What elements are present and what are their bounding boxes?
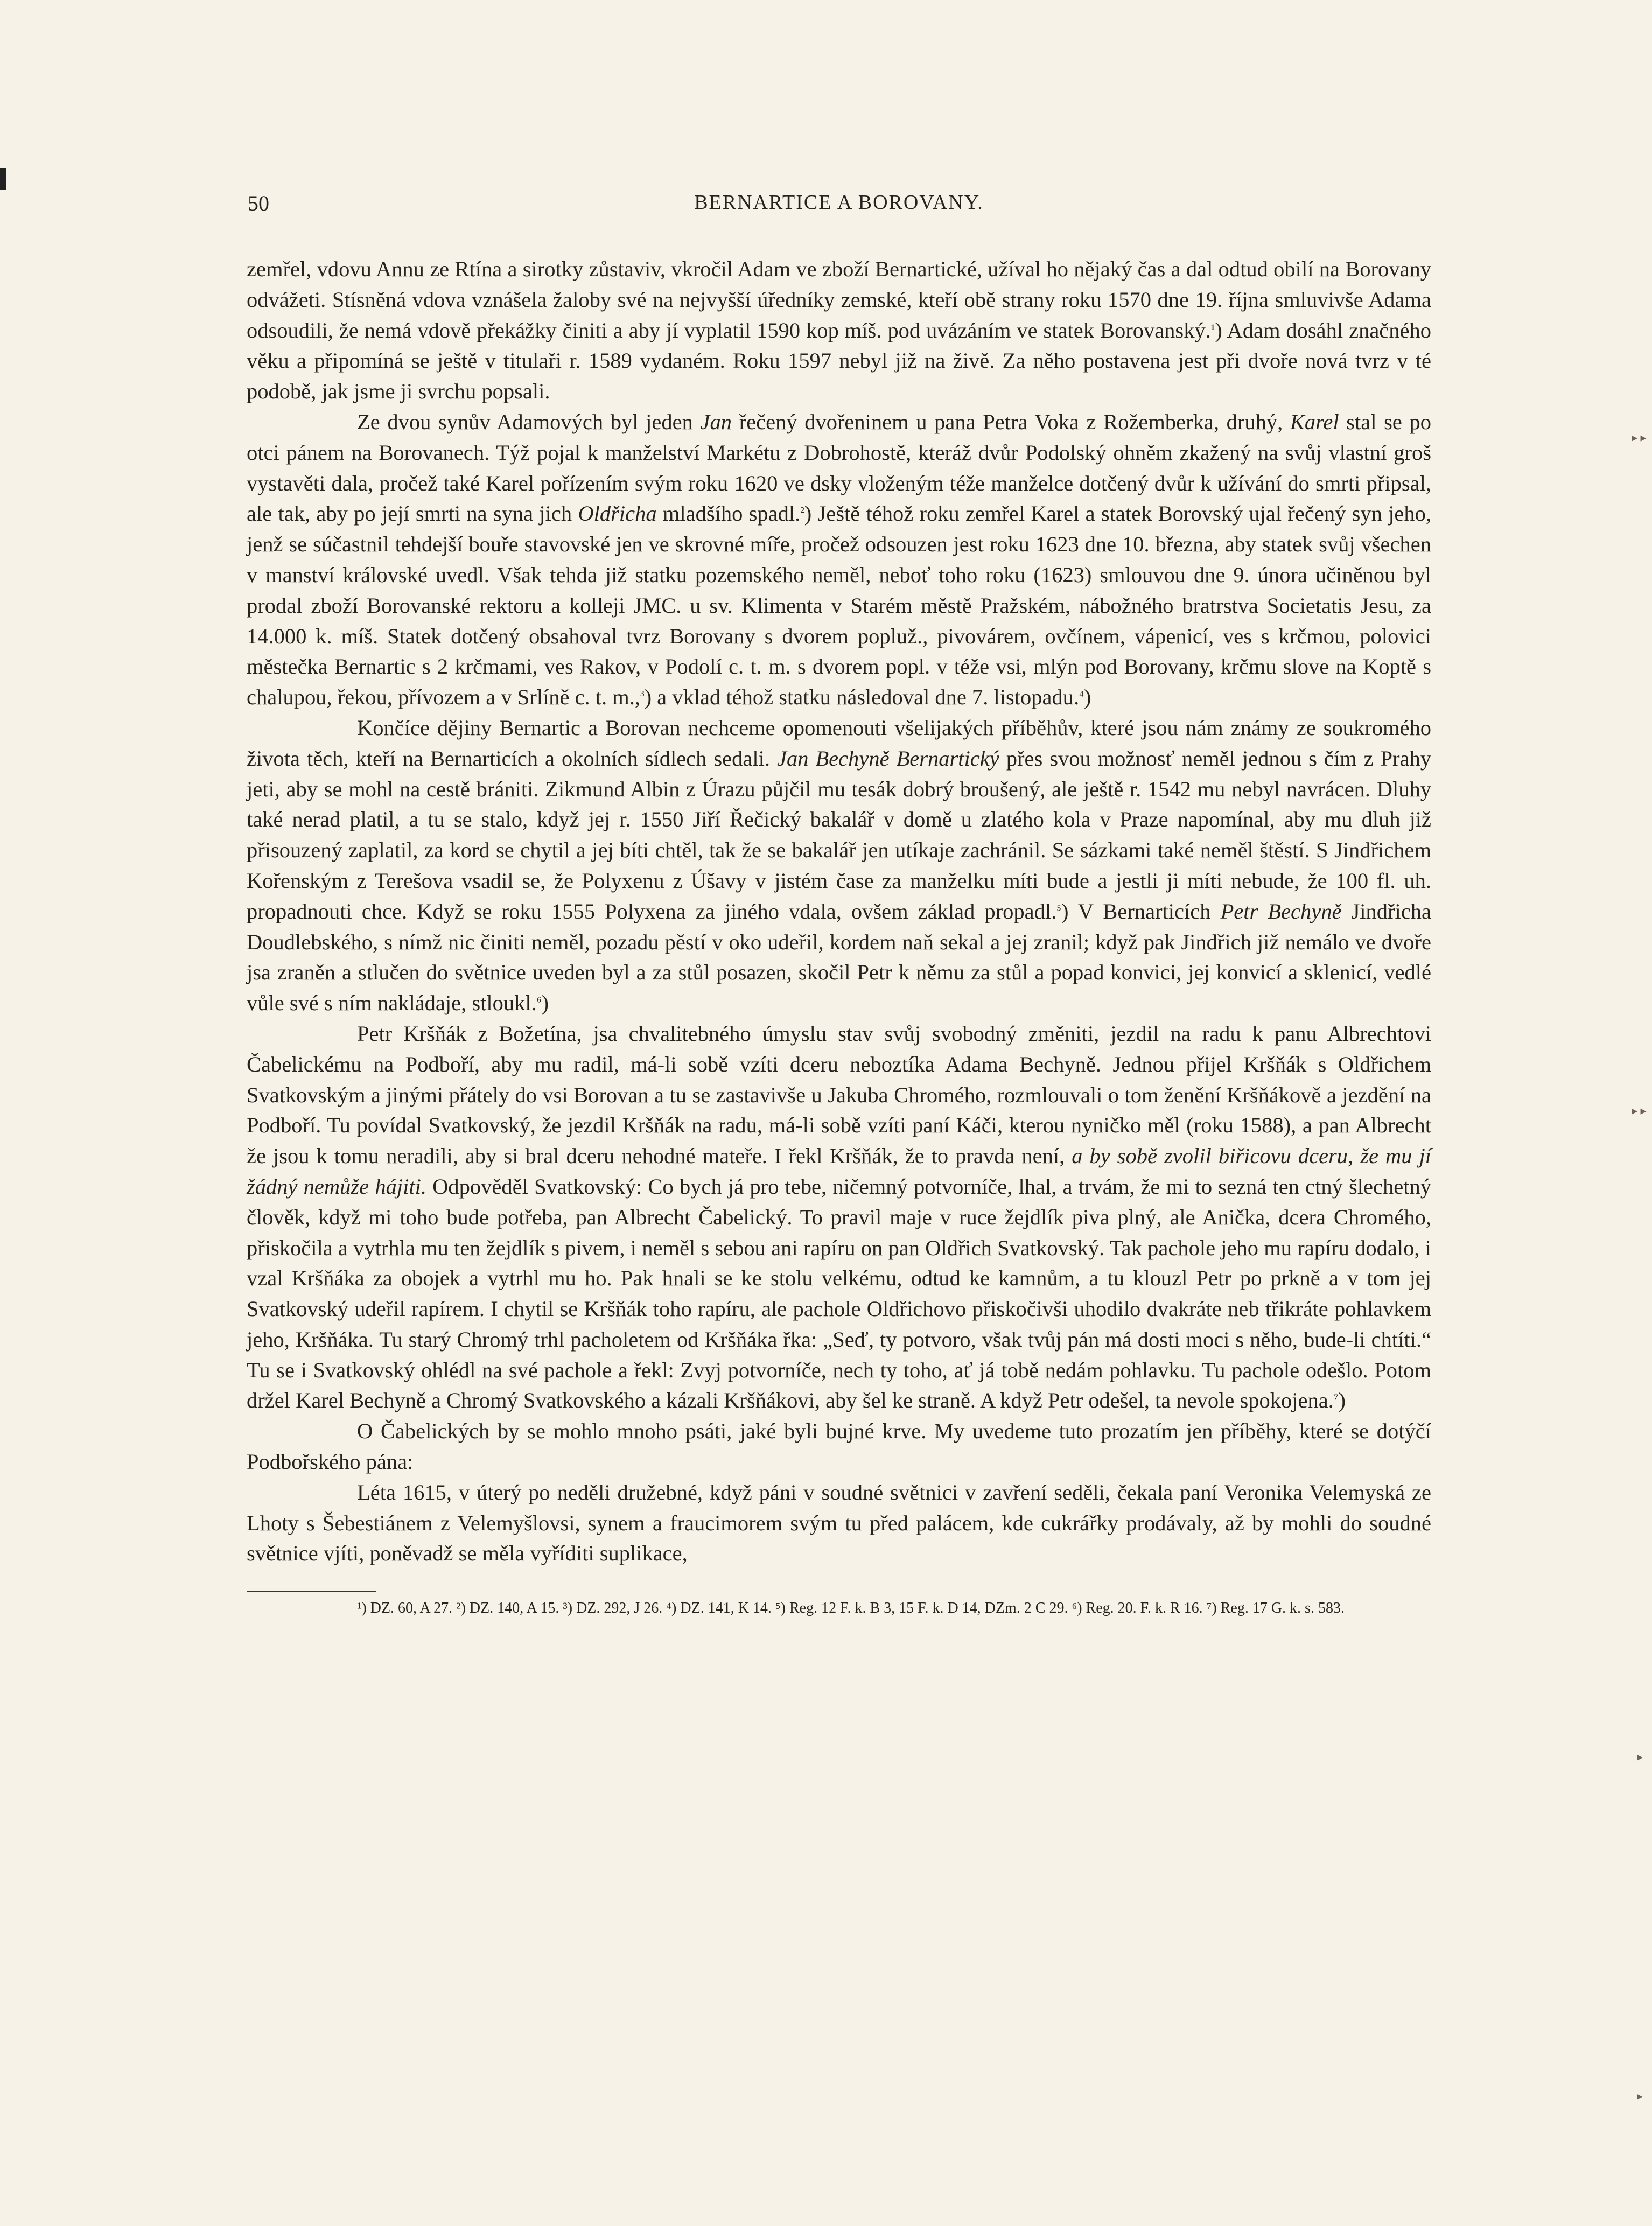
footnotes [247,1599,1431,1618]
footnote-ref: ¹ [1210,321,1215,337]
paragraph: Ze dvou synův Adamových byl jeden Jan řečený dvořeninem u pana Petra Voka z Rožemberka, druhý, Karel stal se po otci pánem na Borovanech. Týž pojal k manželství Markétu z Dobrohostě, kteráž dvůr Podolský ohněm zkažený na svůj vlastní groš vystavěti dala, pročež také Karel pořízením svým roku 1620 ve dsky vloženým téže manželce dotčený dvůr k užívání do smrti připsal, ale tak, aby po její smrti na syna jich Oldřicha mladšího spadl.$^{^2}$) Ještě téhož roku zemřel Karel a statek Borovský ujal řečený syn jeho, jenž se súčastnil tehdejší bouře stavovské jen ve skrovné míře, pročež odsouzen jest roku 1623 dne 10. března, aby statek svůj všechen v manství královské uvedl. Však tehda již statku pozemského neměl, neboť toho roku (1623) smlouvou dne 9. února učiněnou byl prodal zboží Borovanské rektoru a kolleji JMC. u sv. Klimenta v Starém městě Pražském, nábožného bratrstva Societatis Jesu, za 14.000 k. míš. Statek dotčený obsahoval tvrz Borovany s dvorem popluž., pivovárem, ovčínem, vápenicí, ves s krčmou, polovici městečka Bernartic s 2 krčmami, ves Rakov, v Podolí c. t. m. s dvorem popl. v téže vsi, mlýn pod Borovany, krčmu slove na Koptě s chalupou, řekou, přívozem a v Srlíně c. t. m.,$^{^3}$) a vklad téhož statku následoval dne 7. listopadu.$^{^4}$) [247,409,1431,710]
footnote-ref: ² [800,505,804,520]
paragraph: Léta 1615, v úterý po neděli družebné, když páni v soudné světnici v zavření seděli, čekala paní Veronika Velemyská ze Lhoty s Šebestiánem z Velemyšlovsi, synem a fraucimorem svým tu před palácem, kde cukrářky prodávaly, až by mohli do soudné světnice vjíti, poněvadž se měla vyříditi suplikace, [247,1480,1431,1566]
scan-edge-mark [0,168,6,190]
paragraph: O Čabelických by se mohlo mnoho psáti, jaké byli bujné krve. My uvedeme tuto prozatím jen příběhy, které se dotýčí Podbořského pána: [247,1419,1431,1474]
footnote-ref: ⁷ [1333,1392,1339,1407]
footnote-text: ¹) DZ. 60, A 27. ²) DZ. 140, A 15. ³) DZ. 292, J 26. ⁴) DZ. 141, K 14. ⁵) Reg. 12 F. k. B 3, 15 F. k. D 14, DZm. 2 C 29. ⁶) Reg. 20. F. k. R 16. ⁷) Reg. 17 G. k. s. 583. [357,1600,1345,1617]
footnote-ref: ⁵ [1056,902,1061,918]
margin-mark: ▸ [1637,1750,1643,1763]
footnote-ref: ⁶ [536,995,542,1010]
running-title: BERNARTICE A BOROVANY. [694,191,984,214]
footnote-ref: ⁴ [1079,689,1084,704]
page [247,183,1431,1618]
page-number: 50 [248,191,269,215]
margin-mark: ▸ [1637,2089,1643,2103]
margin-mark: ▸ ▸ [1632,431,1647,444]
paragraph: Petr Kršňák z Božetína, jsa chvalitebného úmyslu stav svůj svobodný změniti, jezdil na radu k panu Albrechtovi Čabelickému na Podboří, aby mu radil, má-li sobě vzíti dceru neboztíka Adama Bechyně. Jednou přijel Kršňák s Oldřichem Svatkovským a jinými přátely do vsi Borovan a tu se zastavivše u Jakuba Chromého, rozmlouvali o tom ženění Kršňákově a jezdění na Podboří. Tu povídal Svatkovský, že jezdil Kršňák na radu, má-li sobě vzíti paní Káči, kterou nyničko měl (roku 1588), a pan Albrecht že jsou k tomu neradili, aby si bral dceru nehodné mateře. I řekl Kršňák, že to pravda není, a by sobě zvolil biřicovu dceru, že mu jí žádný nemůže hájiti. Odpověděl Svatkovský: Co bych já pro tebe, ničemný potvorníče, lhal, a trvám, že mi to sezná ten ctný šlechetný člověk, když mi toho bude potřeba, pan Albrecht Čabelický. To pravil maje v ruce žejdlík piva plný, ale Anička, dcera Chromého, přiskočila a vytrhla mu ten žejdlík s pivem, i neměl s sebou ani rapíru on pan Oldřich Svatkovský. Tak pachole jeho mu rapíru dodalo, i vzal Kršňáka za obojek a vytrhl mu ho. Pak hnali se ke stolu velkému, odtud ke kamnům, a tu klouzl Petr po prkně a v tom jej Svatkovský udeřil rapírem. I chytil se Kršňák toho rapíru, ale pachole Oldřichovo přiskočivši uhodilo dvakráte neb třikráte pohlavkem jeho, Kršňáka. Tu starý Chromý trhl pacholetem od Kršňáka řka: „Seď, ty potvoro, však tvůj pán má dosti moci s něho, bude-li chtíti.“ Tu se i Svatkovský ohlédl na své pachole a řekl: Zvyj potvorníče, nech ty toho, ať já tobě nedám pohlavku. Tu pachole odešlo. Potom držel Karel Bechyně a Chromý Svatkovského a kázali Kršňákovi, aby šel ke straně. A když Petr odešel, ta nevole spokojena.$^{^7}$) [247,1021,1432,1413]
footnote-divider [247,1591,376,1592]
margin-mark: ▸ ▸ [1632,1104,1647,1117]
body-text [247,254,1431,1569]
running-head [247,183,1431,226]
paragraph: zemřel, vdovu Annu ze Rtína a sirotky zůstaviv, vkročil Adam ve zboží Bernartické, užíval ho nějaký čas a dal odtud obilí na Borovany odvážeti. Stísněná vdova vznášela žaloby své na nejvyšší úředníky zemské, kteří obě strany roku 1570 dne 19. října smluvivše Adama odsoudili, že nemá vdově překážky činiti a aby jí vyplatil 1590 kop míš. pod uvázáním ve statek Borovanský.$^{^1}$) Adam dosáhl značného věku a připomíná se ještě v titulaři r. 1589 vydaném. Roku 1597 nebyl již na živě. Za něho postavena jest při dvoře nová tvrz v té podobě, jak jsme ji svrchu popsali. [247,257,1431,404]
paragraph: Končíce dějiny Bernartic a Borovan nechceme opomenouti všelijakých příběhův, které jsou nám známy ze soukromého života těch, kteří na Bernarticích a okolních sídlech sedali. Jan Bechyně Bernartický přes svou možnosť neměl jednou s čím z Prahy jeti, aby se mohl na cestě brániti. Zikmund Albin z Úrazu půjčil mu tesák dobrý broušený, ale ještě r. 1542 mu nebyl navrácen. Dluhy také nerad platil, a tu se stalo, když jej r. 1550 Jiří Řečický bakalář v domě u zlatého kola v Praze napomínal, aby mu dluh již přisouzený zaplatil, za kord se chytil a jej bíti chtěl, tak že se bakalář jen utíkaje zachránil. Se sázkami také neměl štěstí. S Jindřichem Kořenským z Terešova vsadil se, že Polyxenu z Úšavy v jistém čase za manželku míti bude a jestli ji míti nebude, že 100 fl. uh. propadnouti chce. Když se roku 1555 Polyxena za jiného vdala, ovšem základ propadl.$^{^5}$) V Bernarticích Petr Bechyně Jindřicha Doudlebského, s nímž nic činiti neměl, pozadu pěstí v oko udeřil, kordem naň sekal a jej zranil; když pak Jindřich již nemálo ve dvoře jsa zraněn a stlučen do světnice uveden byl a za stůl posazen, skočil Petr k němu za stůl a popad konvici, jej konvicí a sklenicí, vedlé vůle své s ním nakládaje, stloukl.$^{^6}$) [247,715,1432,1016]
footnote-ref: ³ [640,689,645,704]
